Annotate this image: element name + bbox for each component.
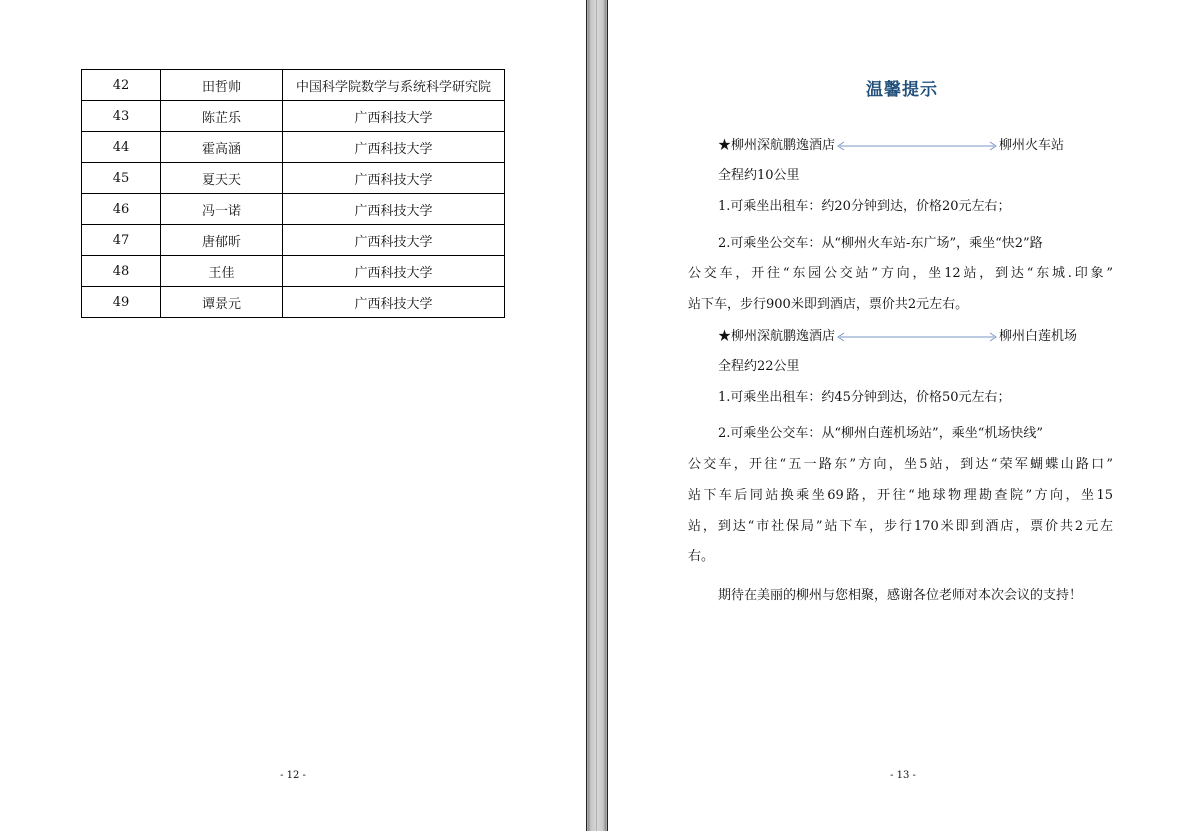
bus-option-line: 2.可乘坐公交车：从“柳州白莲机场站”，乘坐“机场快线” bbox=[718, 426, 1043, 441]
route-to: 柳州白莲机场 bbox=[999, 329, 1078, 344]
row-number-cell: 48 bbox=[82, 256, 161, 287]
row-number-cell: 42 bbox=[82, 70, 161, 101]
route-to: 柳州火车站 bbox=[999, 138, 1065, 153]
row-number-cell: 46 bbox=[82, 194, 161, 225]
institution-cell: 广西科技大学 bbox=[283, 194, 505, 225]
document-page-13 bbox=[607, 0, 1196, 831]
name-cell: 田哲帅 bbox=[161, 70, 283, 101]
name-cell: 唐郁昕 bbox=[161, 225, 283, 256]
name-cell: 冯一诺 bbox=[161, 194, 283, 225]
table-row bbox=[82, 163, 505, 194]
page-number: - 12 - bbox=[280, 770, 306, 781]
row-number-cell: 47 bbox=[82, 225, 161, 256]
bus-option-line: 站下车后同站换乘坐69路，开往“地球物理勘查院”方向，坐15 bbox=[688, 488, 1113, 503]
route-distance: 全程约10公里 bbox=[718, 168, 800, 183]
table-row bbox=[82, 256, 505, 287]
name-cell: 霍高涵 bbox=[161, 132, 283, 163]
route-header-train-station bbox=[718, 134, 1064, 153]
table-row bbox=[82, 225, 505, 256]
row-number-cell: 44 bbox=[82, 132, 161, 163]
institution-cell: 中国科学院数学与系统科学研究院 bbox=[283, 70, 505, 101]
name-cell: 陈芷乐 bbox=[161, 101, 283, 132]
name-cell: 谭景元 bbox=[161, 287, 283, 318]
institution-cell: 广西科技大学 bbox=[283, 163, 505, 194]
taxi-option: 1.可乘坐出租车：约45分钟到达，价格50元左右； bbox=[718, 390, 1011, 405]
bus-option-line: 公交车，开往“东园公交站”方向，坐12站，到达“东城.印象” bbox=[688, 266, 1113, 281]
institution-cell: 广西科技大学 bbox=[283, 287, 505, 318]
bus-option-line: 2.可乘坐公交车：从“柳州火车站-东广场”，乘坐“快2”路 bbox=[718, 236, 1043, 251]
double-arrow-icon bbox=[836, 141, 998, 151]
route-header-airport bbox=[718, 325, 1077, 344]
institution-cell: 广西科技大学 bbox=[283, 256, 505, 287]
institution-cell: 广西科技大学 bbox=[283, 101, 505, 132]
closing-remark: 期待在美丽的柳州与您相聚，感谢各位老师对本次会议的支持！ bbox=[718, 588, 1083, 603]
route-from: ★柳州深航鹏逸酒店 bbox=[718, 329, 836, 344]
table-row bbox=[82, 70, 505, 101]
bus-option-line: 右。 bbox=[688, 549, 715, 564]
taxi-option: 1.可乘坐出租车：约20分钟到达，价格20元左右； bbox=[718, 199, 1011, 214]
table-row bbox=[82, 101, 505, 132]
attendee-table bbox=[81, 69, 505, 318]
table-row bbox=[82, 287, 505, 318]
document-page-12 bbox=[0, 0, 587, 831]
route-distance: 全程约22公里 bbox=[718, 359, 800, 374]
row-number-cell: 49 bbox=[82, 287, 161, 318]
bus-option-line: 公交车，开往“五一路东”方向，坐5站，到达“荣军蝴蝶山路口” bbox=[688, 457, 1113, 472]
row-number-cell: 45 bbox=[82, 163, 161, 194]
tips-title: 温馨提示 bbox=[866, 80, 938, 100]
row-number-cell: 43 bbox=[82, 101, 161, 132]
name-cell: 王佳 bbox=[161, 256, 283, 287]
table-row bbox=[82, 194, 505, 225]
institution-cell: 广西科技大学 bbox=[283, 132, 505, 163]
name-cell: 夏天天 bbox=[161, 163, 283, 194]
institution-cell: 广西科技大学 bbox=[283, 225, 505, 256]
page-number: - 13 - bbox=[890, 770, 916, 781]
bus-option-line: 站，到达“市社保局”站下车，步行170米即到酒店，票价共2元左 bbox=[688, 519, 1113, 534]
double-arrow-icon bbox=[836, 332, 998, 342]
table-row bbox=[82, 132, 505, 163]
route-from: ★柳州深航鹏逸酒店 bbox=[718, 138, 836, 153]
bus-option-line: 站下车，步行900米即到酒店，票价共2元左右。 bbox=[688, 297, 969, 312]
page-gutter bbox=[588, 0, 606, 831]
